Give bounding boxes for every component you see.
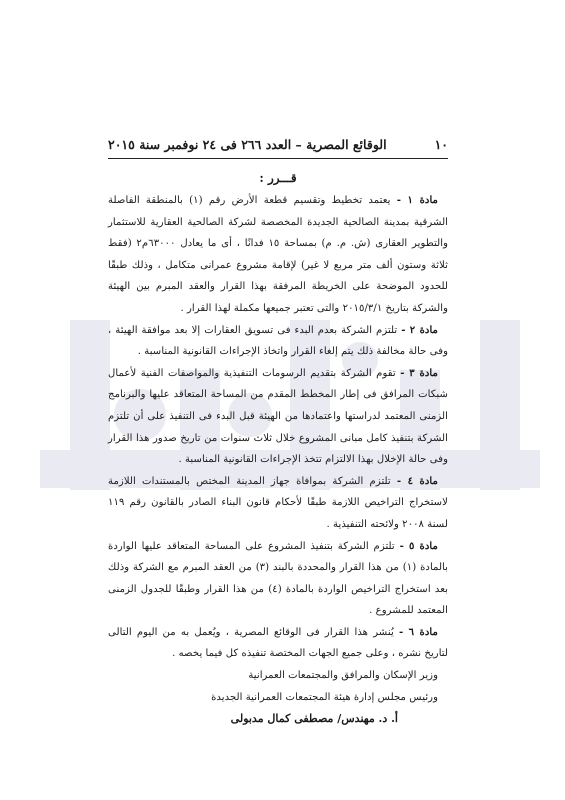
clause-label: مادة ٣ - <box>400 366 438 379</box>
clause-label: مادة ١ - <box>396 194 438 206</box>
clause-2 <box>108 320 448 363</box>
decree-body <box>108 168 448 730</box>
decree-title: قـــرر : <box>259 171 297 185</box>
clause-text: تلتزم الشركة بموافاة جهاز المدينة المختص بالمستندات اللازمة لاستخراج التراخيص اللازمة طبقًا لأحكام قانون البناء الصادر بالقانون رقم ١١٩ لسنة ٢٠٠٨ ولائحته التنفيذية . <box>108 475 448 530</box>
clause-1 <box>108 190 448 320</box>
page-number: ١٠ <box>434 136 448 152</box>
clause-label: مادة ٤ - <box>396 474 438 487</box>
clause-6 <box>108 622 448 665</box>
clause-5 <box>108 536 448 622</box>
header-divider <box>108 158 448 159</box>
publication-title: الوقائع المصرية – العدد ٢٦٦ فى ٢٤ نوفمبر سنة ٢٠١٥ <box>108 136 387 152</box>
clause-text: يُنشر هذا القرار فى الوقائع المصرية ، ويُعمل به من اليوم التالى لتاريخ نشره ، وعلى جميع الجهات المختصة تنفيذه كل فيما يخصه . <box>108 626 448 660</box>
clause-text: يعتمد تخطيط وتقسيم قطعة الأرض رقم (١) بالمنطقة الفاصلة الشرقية بمدينة الصالحية الجديدة المخصصة لشركة الصالحية العقارية للاستثمار والتطوير العقارى (ش. م. م) بمساحة ١٥ فدانًا ، أى ما يعادل ٦٣٠٠٠م٢ (فقط ثلاثة وستون ألف متر مربع لا غير) لإقامة مشروع عمرانى متكامل ، وذلك طبقًا للحدود الموضحة على الخريطة المرفقة بهذا القرار والعقد المبرم بين الهيئة والشركة بتاريخ ٢٠١٥/٣/١ والتى تعتبر جميعها مكملة لهذا القرار . <box>108 195 448 314</box>
clause-text: تقوم الشركة بتقديم الرسومات التنفيذية والمواصفات الفنية لأعمال شبكات المرافق فى إطار المخطط المقدم من المساحة المتعاقد عليها والبرنامج الزمنى المعتمد لدراستها واعتمادها من الهيئة قبل البدء فى التنفيذ على أن تلتزم الشركة بتنفيذ كامل مبانى المشروع خلال ثلاث سنوات من تاريخ صدور هذا القرار وفى حالة الإخلال بهذا الالتزام تتخذ الإجراءات القانونية المناسبة . <box>108 367 448 466</box>
signature-name: أ. د. مهندس/ مصطفى كمال مدبولى <box>230 712 398 726</box>
clause-text: تلتزم الشركة بتنفيذ المشروع على المساحة المتعاقد عليها الواردة بالمادة (١) من هذا القرار والمحددة بالبند (٣) من العقد المبرم مع الشركة وذلك بعد استخراج التراخيص الواردة بالمادة (٤) من هذا القرار وطبقًا للجدول الزمنى المعتمد للمشروع . <box>108 540 448 617</box>
clause-3 <box>108 363 448 471</box>
clause-label: مادة ٢ - <box>401 323 438 336</box>
page-header <box>108 134 448 154</box>
signature-title-2: ورئيس مجلس إدارة هيئة المجتمعات العمرانية الجديدة <box>211 691 438 703</box>
clause-4 <box>108 471 448 536</box>
signature-title-1: وزير الإسكان والمرافق والمجتمعات العمرانية <box>248 670 438 682</box>
clause-text: تلتزم الشركة بعدم البدء فى تسويق العقارات إلا بعد موافقة الهيئة ، وفى حالة مخالفة ذلك يتم إلغاء القرار واتخاذ الإجراءات القانونية المناسبة . <box>108 324 448 358</box>
clause-label: مادة ٦ - <box>398 625 438 638</box>
clause-label: مادة ٥ - <box>399 539 438 552</box>
